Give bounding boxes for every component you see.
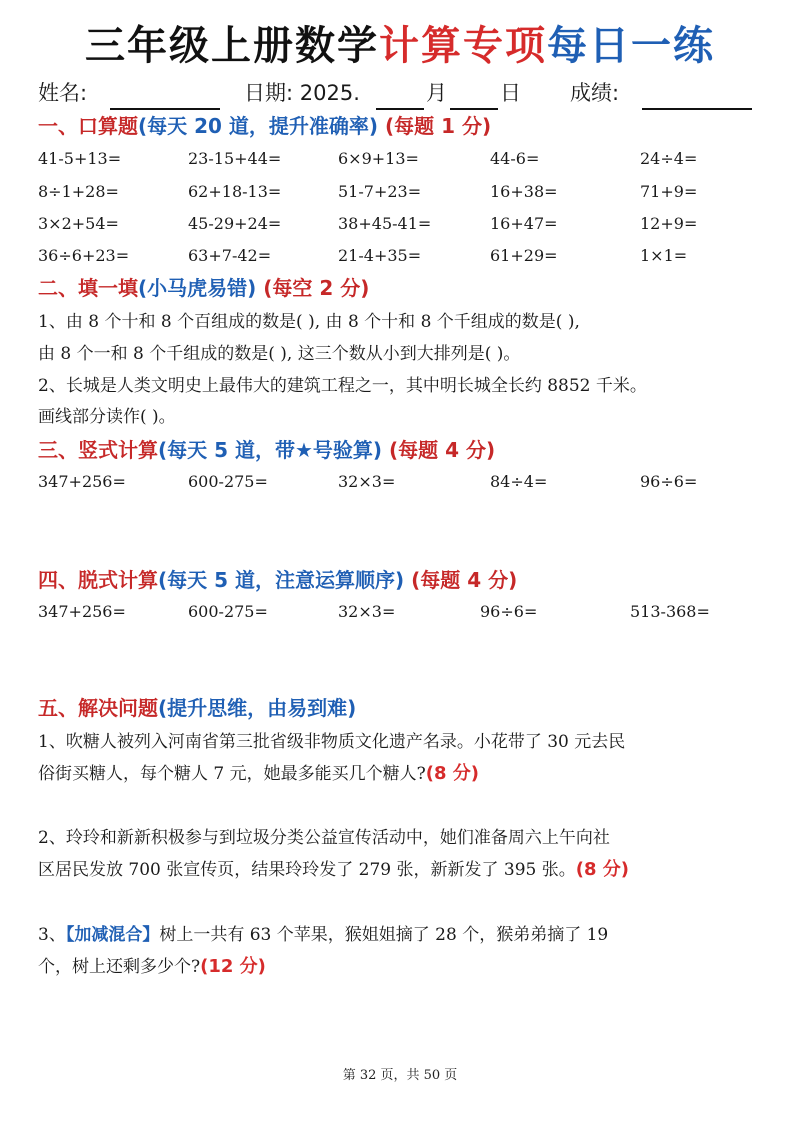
section-4-points: (每题 4 分) [411,568,518,592]
date-label: 日期: 2025. [244,81,360,105]
oral-item: 36÷6+23= [38,246,130,265]
section-3-note: (每天 5 道，带★号验算) [158,438,383,462]
problem-2-score: (8 分) [575,859,630,880]
title-part-2: 计算专项 [379,23,547,69]
month-blank[interactable] [376,80,424,110]
problem-3-tag: 【加减混合】 [65,925,160,945]
oral-row-4 [38,242,768,270]
vertical-calc-item: 32×3= [338,472,396,491]
score-label: 成绩: [570,81,620,105]
oral-item: 62+18-13= [188,182,282,201]
score-blank[interactable] [642,80,752,110]
vertical-calc-item: 96÷6= [640,472,698,491]
oral-row-2 [38,178,768,206]
section-1-note: (每天 20 道，提升准确率) [138,114,379,138]
section-1-title: 一、口算题 [38,114,138,138]
student-info-line [38,78,768,110]
oral-item: 21-4+35= [338,246,422,265]
vertical-calc-item: 347+256= [38,472,126,491]
stepwise-calc-row [38,598,768,626]
day-label: 日 [500,81,521,105]
oral-item: 8÷1+28= [38,182,119,201]
fill-line-3: 2、长城是人类文明史上最伟大的建筑工程之一，其中明长城全长约 8852 千米。 [38,376,647,396]
oral-item: 51-7+23= [338,182,422,201]
oral-row-1 [38,145,768,173]
section-2-heading [38,274,369,302]
name-label: 姓名: [38,81,88,105]
section-4-title: 四、脱式计算 [38,568,158,592]
section-5-note: (提升思维，由易到难) [158,696,357,720]
oral-item: 24÷4= [640,149,698,168]
problem-1-line-1: 1、吹糖人被列入河南省第三批省级非物质文化遗产名录。小花带了 30 元去民 [38,732,626,752]
problem-1-score: (8 分) [425,763,479,784]
section-3-points: (每题 4 分) [389,438,496,462]
page-number-footer: 第 32 页，共 50 页 [342,1068,458,1083]
vertical-calc-item: 84÷4= [490,472,548,491]
title-part-3: 每日一练 [547,23,715,69]
vertical-calc-row [38,468,768,496]
stepwise-calc-item: 347+256= [38,602,126,621]
oral-item: 23-15+44= [188,149,282,168]
section-2-note: (小马虎易错) [138,276,257,300]
problem-3-line-1 [38,920,773,950]
problem-3-score: (12 分) [200,956,266,977]
oral-row-3 [38,210,768,238]
oral-item: 63+7-42= [188,246,272,265]
fill-line-2: 由 8 个一和 8 个千组成的数是( ), 这三个数从小到大排列是( )。 [38,344,521,364]
section-1-heading [38,112,491,140]
oral-item: 44-6= [490,149,540,168]
section-1-points: (每题 1 分) [385,114,492,138]
problem-1-line-2 [38,759,773,789]
problem-3-number: 3、 [38,925,66,945]
oral-item: 16+47= [490,214,558,233]
title-part-1: 三年级上册数学 [85,23,379,69]
oral-item: 12+9= [640,214,698,233]
oral-item: 45-29+24= [188,214,282,233]
section-4-note: (每天 5 道，注意运算顺序) [158,568,405,592]
oral-item: 41-5+13= [38,149,122,168]
problem-2-line-1: 2、玲玲和新新积极参与到垃圾分类公益宣传活动中，她们准备周六上午向社 [38,828,610,848]
problem-3-text-2: 个，树上还剩多少个? [38,957,201,977]
oral-item: 71+9= [640,182,698,201]
section-5-heading [38,694,356,722]
oral-item: 38+45-41= [338,214,432,233]
fill-line-4: 画线部分读作( )。 [38,407,176,427]
problem-1-text: 俗街买糖人，每个糖人 7 元，她最多能买几个糖人? [38,764,426,784]
fill-line-1: 1、由 8 个十和 8 个百组成的数是( ), 由 8 个十和 8 个千组成的数是( ), [38,312,580,332]
day-blank[interactable] [450,80,498,110]
name-blank[interactable] [110,80,220,110]
oral-item: 3×2+54= [38,214,119,233]
oral-item: 61+29= [490,246,558,265]
section-3-title: 三、竖式计算 [38,438,158,462]
page-title [0,20,800,72]
section-5-title: 五、解决问题 [38,696,158,720]
month-label: 月 [426,81,447,105]
section-2-title: 二、填一填 [38,276,138,300]
problem-3-text-1: 树上一共有 63 个苹果，猴姐姐摘了 28 个，猴弟弟摘了 19 [159,925,609,945]
problem-2-line-2 [38,855,773,885]
vertical-calc-item: 600-275= [188,472,268,491]
stepwise-calc-item: 600-275= [188,602,268,621]
oral-item: 16+38= [490,182,558,201]
stepwise-calc-item: 32×3= [338,602,396,621]
section-4-heading [38,566,517,594]
problem-3-line-2 [38,952,773,982]
stepwise-calc-item: 513-368= [630,602,710,621]
problem-2-text: 区居民发放 700 张宣传页，结果玲玲发了 279 张，新新发了 395 张。 [38,860,576,880]
oral-item: 6×9+13= [338,149,419,168]
section-2-points: (每空 2 分) [263,276,370,300]
section-3-heading [38,436,495,464]
oral-item: 1×1= [640,246,688,265]
stepwise-calc-item: 96÷6= [480,602,538,621]
